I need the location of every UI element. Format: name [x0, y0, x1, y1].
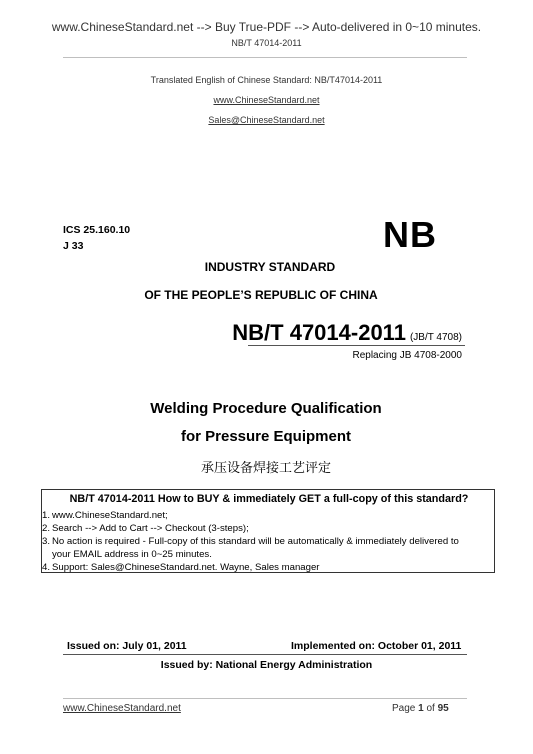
list-item [42, 522, 459, 535]
issuing-authority: Issued by: National Energy Administration [160, 659, 373, 671]
header-banner: www.ChineseStandard.net --> Buy True-PDF --> Auto-delivered in 0~10 minutes. [51, 20, 482, 34]
list-item [42, 509, 459, 522]
step-number: 2. [42, 523, 51, 534]
step-text: No action is required - Full-copy of this standard will be automatically & immediately delivered to [52, 536, 459, 547]
ics-code: ICS 25.160.10 [63, 224, 131, 236]
title-english-line2: for Pressure Equipment [180, 428, 352, 445]
step-text: your EMAIL address in 0~25 minutes. [52, 549, 212, 560]
title-english-line1: Welding Procedure Qualification [150, 400, 382, 417]
email-link[interactable]: Sales@ChineseStandard.net [208, 115, 325, 125]
list-item [42, 561, 459, 574]
page-total: 95 [437, 703, 449, 714]
list-item [42, 535, 459, 548]
standard-number-row [232, 320, 462, 346]
footer-divider [63, 698, 467, 699]
step-text: Support: Sales@ChineseStandard.net. Wayne, Sales manager [52, 562, 320, 573]
replacing-note: Replacing JB 4708-2000 [352, 350, 462, 361]
page-label: Page [392, 703, 419, 714]
standard-divider [248, 345, 465, 346]
header-divider [63, 57, 467, 58]
step-text[interactable]: www.ChineseStandard.net; [52, 510, 168, 521]
industry-standard-heading: INDUSTRY STANDARD [204, 260, 336, 274]
page-indicator [392, 703, 449, 714]
nb-logo: NB [383, 214, 437, 255]
list-item [42, 548, 459, 561]
step-number: 4. [42, 562, 51, 573]
footer-website-link[interactable]: www.ChineseStandard.net [63, 703, 181, 714]
issued-date: Issued on: July 01, 2011 [67, 640, 187, 652]
page-separator: of [423, 703, 438, 714]
implemented-date: Implemented on: October 01, 2011 [291, 640, 462, 652]
translation-note: Translated English of Chinese Standard: NB/T47014-2011 [150, 75, 383, 85]
website-link[interactable]: www.ChineseStandard.net [213, 95, 320, 105]
step-number: 3. [42, 536, 51, 547]
buy-steps-list [42, 509, 459, 574]
prc-heading: OF THE PEOPLE’S REPUBLIC OF CHINA [144, 288, 378, 302]
buy-box-title: NB/T 47014-2011 How to BUY & immediately GET a full-copy of this standard? [69, 493, 469, 505]
page-current: 1 [418, 703, 424, 714]
title-chinese: 承压设备焊接工艺评定 [200, 461, 331, 476]
header-standard-number: NB/T 47014-2011 [231, 38, 302, 48]
issue-divider [63, 654, 467, 655]
step-text: Search --> Add to Cart --> Checkout (3-steps); [52, 523, 249, 534]
standard-number: NB/T 47014-2011 [232, 320, 406, 345]
step-number: 1. [42, 510, 51, 521]
buy-instructions-box [41, 489, 495, 573]
alternate-standard-number: (JB/T 4708) [409, 332, 462, 343]
ccs-code: J 33 [63, 240, 84, 252]
